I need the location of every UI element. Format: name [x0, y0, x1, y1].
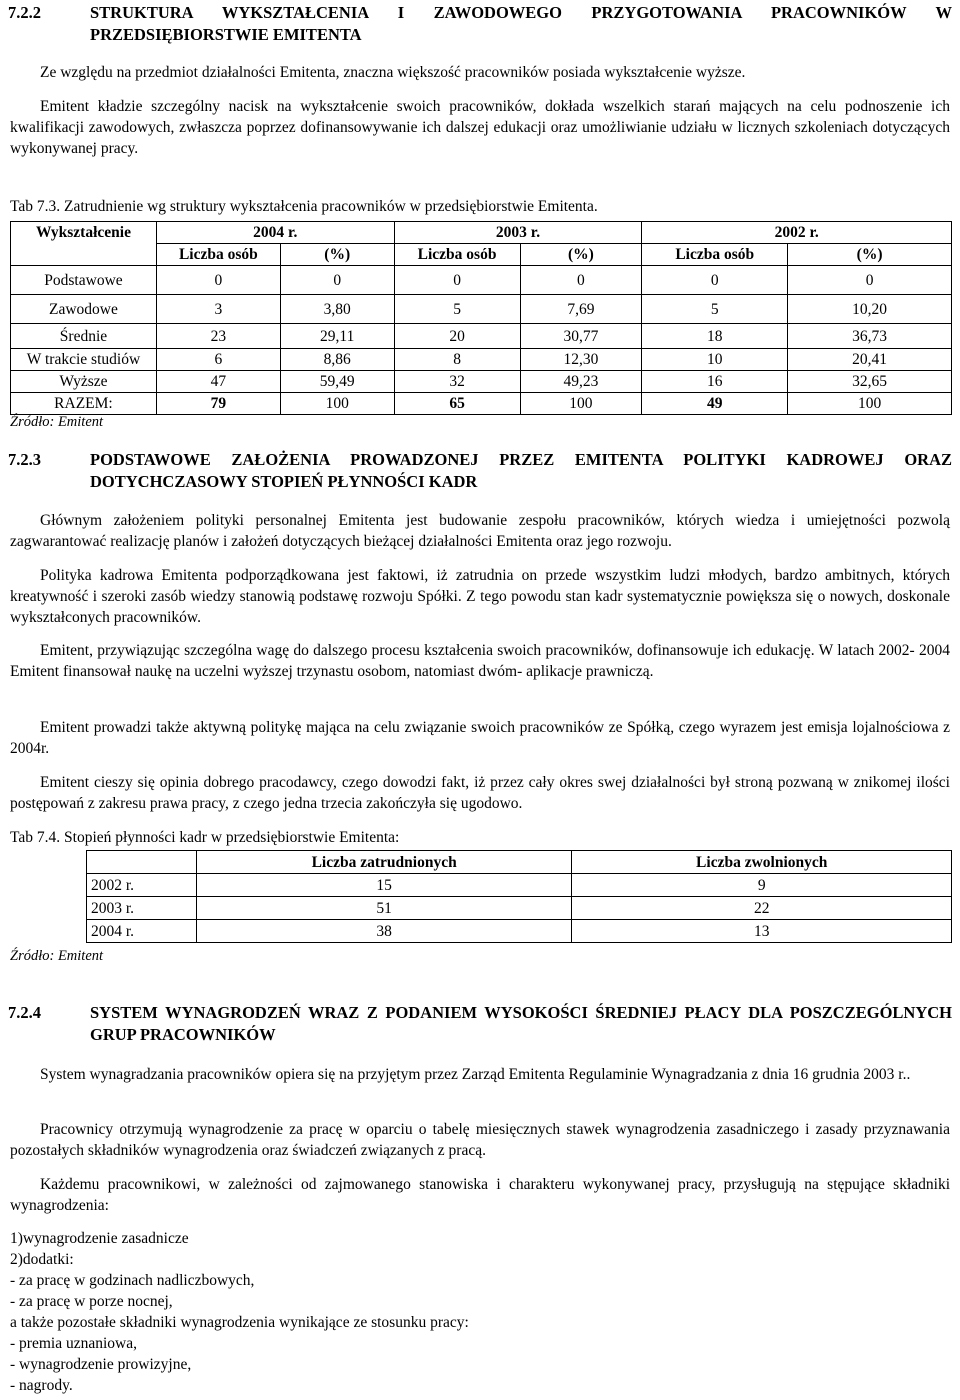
table-row: [87, 874, 952, 897]
cell: 0: [280, 266, 394, 295]
table-row: [11, 295, 952, 324]
table-row: [11, 324, 952, 349]
wage-components-list: [10, 1228, 950, 1396]
column-header: Liczba osób: [156, 244, 280, 266]
cell: 9: [572, 874, 952, 897]
cell: 51: [196, 897, 572, 920]
list-item: - za pracę w godzinach nadliczbowych,: [10, 1272, 255, 1289]
list-item: - za pracę w porze nocnej,: [10, 1293, 173, 1310]
table-source: Źródło: Emitent: [10, 414, 104, 430]
row-label: 2002 r.: [87, 874, 197, 897]
cell: 49: [642, 393, 788, 415]
cell: 7,69: [520, 295, 642, 324]
paragraph: Pracownicy otrzymują wynagrodzenie za pracę w oparciu o tabelę miesięcznych stawek wynagrodzenia zasadniczego i zasady przyznawania pozostałych składników wynagrodzenia oraz świadczeń związanych z pracą.: [10, 1121, 950, 1159]
year-header: 2004 r.: [156, 222, 394, 244]
list-item: 2)dodatki:: [10, 1251, 74, 1268]
cell: 65: [394, 393, 520, 415]
table-row: [11, 266, 952, 295]
table-row-total: [11, 393, 952, 415]
row-label: 2004 r.: [87, 920, 197, 943]
education-structure-table: [10, 221, 952, 415]
section-title: SYSTEM WYNAGRODZEŃ WRAZ Z PODANIEM WYSOKOŚCI ŚREDNIEJ PŁACY DLA POSZCZEGÓLNYCH GRUP PRACOWNIKÓW: [90, 1003, 952, 1044]
year-header: 2003 r.: [394, 222, 642, 244]
column-header: [87, 851, 197, 874]
cell: 59,49: [280, 371, 394, 393]
section-heading-7-2-2: [8, 2, 952, 46]
cell: 10: [642, 349, 788, 371]
cell: 47: [156, 371, 280, 393]
row-label: RAZEM:: [11, 393, 157, 415]
list-item: - nagrody.: [10, 1377, 73, 1394]
section-title: STRUKTURA WYKSZTAŁCENIA I ZAWODOWEGO PRZYGOTOWANIA PRACOWNIKÓW W PRZEDSIĘBIORSTWIE EMITENTA: [90, 3, 952, 44]
table-row: [11, 349, 952, 371]
table-source: Źródło: Emitent: [10, 948, 104, 964]
cell: 100: [280, 393, 394, 415]
cell: 10,20: [788, 295, 952, 324]
list-item: - premia uznaniowa,: [10, 1335, 137, 1352]
cell: 79: [156, 393, 280, 415]
cell: 100: [788, 393, 952, 415]
cell: 0: [156, 266, 280, 295]
table-row: [11, 371, 952, 393]
cell: 100: [520, 393, 642, 415]
row-label: Średnie: [11, 324, 157, 349]
table-caption: Tab 7.3. Zatrudnienie wg struktury wykształcenia pracowników w przedsiębiorstwie Emitenta.: [10, 198, 598, 215]
cell: 32: [394, 371, 520, 393]
cell: 3: [156, 295, 280, 324]
column-header: (%): [788, 244, 952, 266]
row-label: Podstawowe: [11, 266, 157, 295]
cell: 22: [572, 897, 952, 920]
section-number: 7.2.4: [8, 1003, 41, 1022]
cell: 30,77: [520, 324, 642, 349]
paragraph: Emitent, przywiązując szczególna wagę do dalszego procesu kształcenia swoich pracowników, dofinansowuje ich edukację. W latach 2002- 2004 Emitent finansował naukę na uczelni wyższej trzynastu osobom, natomiast dwóm- aplikacje prawniczą.: [10, 642, 950, 680]
paragraph: Polityka kadrowa Emitenta podporządkowana jest faktowi, iż zatrudnia on przede wszystkim ludzi młodych, bardzo ambitnych, których kreatywność i szeroki zasób wiedzy stanowią podstawę rozwoju Spółki. Z tego powodu stan kadr systematycznie powiększa się o nowych, doskonale wykształconych pracowników.: [10, 567, 950, 626]
column-header: Liczba osób: [642, 244, 788, 266]
cell: 0: [394, 266, 520, 295]
cell: 38: [196, 920, 572, 943]
section-heading-7-2-3: [8, 449, 952, 493]
paragraph: Ze względu na przedmiot działalności Emitenta, znaczna większość pracowników posiada wykształcenie wyższe.: [40, 64, 746, 81]
section-number: 7.2.3: [8, 450, 41, 469]
cell: 8,86: [280, 349, 394, 371]
row-label: Wyższe: [11, 371, 157, 393]
staff-turnover-table: [86, 850, 952, 943]
cell: 23: [156, 324, 280, 349]
cell: 29,11: [280, 324, 394, 349]
cell: 15: [196, 874, 572, 897]
column-header: Liczba osób: [394, 244, 520, 266]
row-label: 2003 r.: [87, 897, 197, 920]
paragraph: Emitent cieszy się opinia dobrego pracodawcy, czego dowodzi fakt, iż przez cały okres swej działalności był stroną pozwaną w znikomej ilości postępowań z zakresu prawa pracy, z czego jedna trzecia zakończyła się ugodowo.: [10, 774, 950, 812]
list-item: a także pozostałe składniki wynagrodzenia wynikające ze stosunku pracy:: [10, 1314, 469, 1331]
table-row: [87, 897, 952, 920]
column-header: Liczba zatrudnionych: [196, 851, 572, 874]
cell: 16: [642, 371, 788, 393]
column-header: (%): [520, 244, 642, 266]
paragraph: Każdemu pracownikowi, w zależności od zajmowanego stanowiska i charakteru wykonywanej pracy, przysługują na stępujące składniki wynagrodzenia:: [10, 1176, 950, 1214]
cell: 5: [642, 295, 788, 324]
table-row: [87, 920, 952, 943]
section-title: PODSTAWOWE ZAŁOŻENIA PROWADZONEJ PRZEZ EMITENTA POLITYKI KADROWEJ ORAZ DOTYCHCZASOWY STOPIEŃ PŁYNNOŚCI KADR: [90, 450, 952, 491]
section-number: 7.2.2: [8, 3, 41, 22]
list-item: - wynagrodzenie prowizyjne,: [10, 1356, 192, 1373]
table-caption: Tab 7.4. Stopień płynności kadr w przedsiębiorstwie Emitenta:: [10, 829, 400, 846]
row-label: Zawodowe: [11, 295, 157, 324]
paragraph: System wynagradzania pracowników opiera się na przyjętym przez Zarząd Emitenta Regulaminie Wynagradzania z dnia 16 grudnia 2003 r..: [40, 1066, 911, 1083]
cell: 6: [156, 349, 280, 371]
cell: 20: [394, 324, 520, 349]
section-heading-7-2-4: [8, 1002, 952, 1046]
cell: 13: [572, 920, 952, 943]
cell: 20,41: [788, 349, 952, 371]
cell: 12,30: [520, 349, 642, 371]
row-label: W trakcie studiów: [11, 349, 157, 371]
cell: 5: [394, 295, 520, 324]
cell: 36,73: [788, 324, 952, 349]
cell: 0: [642, 266, 788, 295]
paragraph: Głównym założeniem polityki personalnej Emitenta jest budowanie zespołu pracowników, których wiedza i umiejętności pozwolą zagwarantować realizację planów i założeń dotyczących bieżącej działalności Emitenta oraz jego rozwoju.: [10, 512, 950, 550]
cell: 32,65: [788, 371, 952, 393]
column-header: (%): [280, 244, 394, 266]
cell: 8: [394, 349, 520, 371]
column-header: Wykształcenie: [11, 222, 157, 266]
cell: 0: [788, 266, 952, 295]
paragraph: Emitent prowadzi także aktywną politykę mająca na celu związanie swoich pracowników ze Spółką, czego wyrazem jest emisja lojalnościowa z 2004r.: [10, 719, 950, 757]
cell: 0: [520, 266, 642, 295]
cell: 49,23: [520, 371, 642, 393]
year-header: 2002 r.: [642, 222, 952, 244]
paragraph: Emitent kładzie szczególny nacisk na wykształcenie swoich pracowników, dokłada wszelkich starań mających na celu podnoszenie ich kwalifikacji zawodowych, zwłaszcza poprzez dofinansowywanie ich dalszej edukacji oraz umożliwianie udziału w licznych szkoleniach dotyczących wykonywanej pracy.: [10, 98, 950, 157]
column-header: Liczba zwolnionych: [572, 851, 952, 874]
cell: 3,80: [280, 295, 394, 324]
cell: 18: [642, 324, 788, 349]
list-item: 1)wynagrodzenie zasadnicze: [10, 1230, 189, 1247]
